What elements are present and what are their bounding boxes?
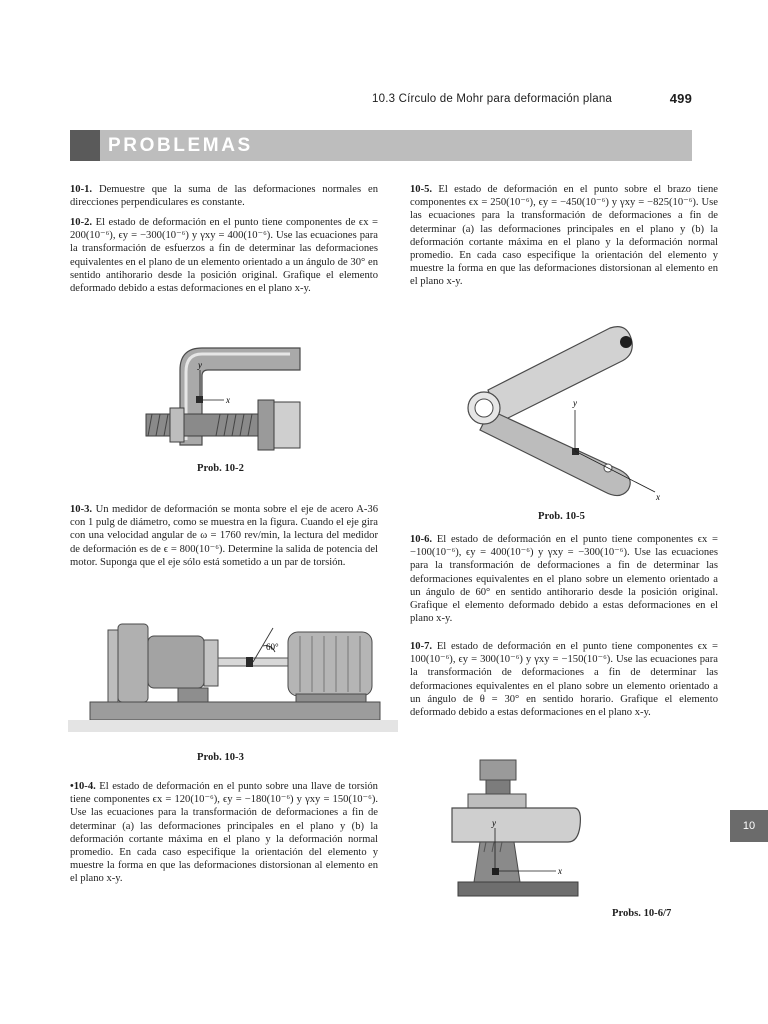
label-x: x <box>558 866 562 876</box>
problem-number: 10-3. <box>70 504 93 515</box>
problem-number: 10-2. <box>70 217 93 228</box>
problem-number: 10-5. <box>410 184 433 195</box>
problem-number: 10-6. <box>410 534 433 545</box>
label-y: y <box>198 360 202 370</box>
problem-text: Un medidor de deformación se monta sobre el eje de acero A-36 con 1 pulg de diámetro, como se muestra en la figura. Cuando el eje gira con una velocidad angular de ω = 1760 rev/min, la lectura del medidor de deformación es de ϵ = 800(10⁻⁶). Determine la salida de potencia del motor. Suponga que el eje sólo está sometido a un par de torsión. <box>70 504 378 568</box>
problem-number: 10-1. <box>70 184 93 195</box>
figure-arm <box>460 320 680 505</box>
chapter-tab: 10 <box>730 810 768 842</box>
label-x: x <box>226 395 230 405</box>
section-title: 10.3 Círculo de Mohr para deformación plana <box>372 93 613 105</box>
problem-number: 10-7. <box>410 641 433 652</box>
problem-10-1 <box>70 183 378 209</box>
label-angle: 60° <box>266 642 279 652</box>
problem-10-6 <box>410 533 718 625</box>
problem-text: Demuestre que la suma de las deformaciones normales en direcciones perpendiculares es constante. <box>70 184 378 209</box>
banner-accent <box>70 130 100 161</box>
banner-title: PROBLEMAS <box>108 135 253 156</box>
caption-10-5: Prob. 10-5 <box>538 511 585 522</box>
label-y: y <box>492 818 496 828</box>
problem-text: El estado de deformación en el punto tiene componentes de ϵx = 200(10⁻⁶), ϵy = −300(10⁻⁶) y γxy = 400(10⁻⁶). Use las ecuaciones para la transformación de esfuerzos a fin de determinar las deformaciones equivalentes en el plano de un elemento orientado a un ángulo de 30° en sentido antihorario desde la posición original. Grafique el elemento deformado debido a estas deformaciones en el plano x-y. <box>70 217 378 295</box>
problem-text: El estado de deformación en el punto tiene componentes ϵx = −100(10⁻⁶), ϵy = 400(10⁻⁶) y γxy = −300(10⁻⁶). Use las ecuaciones para la transformación de deformaciones a fin de determinar las deformaciones equivalentes en el plano sobre un elemento orientado a un ángulo de 60° en sentido antihorario desde la posición original. Grafique el elemento deformado debido a estas deformaciones en el plano x-y. <box>410 534 719 625</box>
problem-10-2 <box>70 216 378 295</box>
figure-bolt-clamp <box>448 756 598 906</box>
problem-number: •10-4. <box>70 781 96 792</box>
figure-motor-shaft <box>68 610 398 740</box>
label-x: x <box>656 492 660 502</box>
page-number: 499 <box>669 91 692 106</box>
caption-10-6-7: Probs. 10-6/7 <box>612 908 672 919</box>
problem-10-5 <box>410 183 718 289</box>
figure-clamp <box>140 340 310 460</box>
problem-text: El estado de deformación en el punto tiene componentes ϵx = 100(10⁻⁶), ϵy = 300(10⁻⁶) y γxy = −150(10⁻⁶). Use las ecuaciones para la transformación de deformaciones a fin de determinar las deformaciones equivalentes en el plano sobre un elemento orientado a un ángulo de θ = 30° en sentido horario. Grafique el elemento deformado debido a estas deformaciones en el plano x-y. <box>410 641 719 719</box>
problem-10-3 <box>70 503 378 569</box>
problem-10-4 <box>70 780 378 886</box>
label-y: y <box>573 398 577 408</box>
problem-10-7 <box>410 640 718 719</box>
problem-text: El estado de deformación en el punto sobre el brazo tiene componentes ϵx = 250(10⁻⁶), ϵy = −450(10⁻⁶) y γxy = −825(10⁻⁶). Use las ecuaciones para la transformación de deformaciones a fin de determinar (a) las deformaciones principales en el plano y (b) la deformación cortante máxima en el plano y la deformación normal promedio. En cada caso especifique la orientación del elemento y muestre la forma en que las deformaciones distorsionan al elemento en el plano x-y. <box>410 184 718 288</box>
problem-text: El estado de deformación en el punto sobre una llave de torsión tiene componentes ϵx = 120(10⁻⁶), ϵy = −180(10⁻⁶) y γxy = 150(10⁻⁶). Use las ecuaciones para la transformación de deformaciones a fin de determinar (a) las deformaciones principales en el plano y (b) la deformación cortante máxima en el plano y la deformación normal promedio. En cada caso especifique la orientación del elemento y muestre la forma en que las deformaciones distorsionan al elemento en el plano x-y. <box>70 781 378 885</box>
caption-10-2: Prob. 10-2 <box>197 463 244 474</box>
running-head <box>372 92 692 108</box>
caption-10-3: Prob. 10-3 <box>197 752 244 763</box>
section-banner <box>70 130 692 161</box>
